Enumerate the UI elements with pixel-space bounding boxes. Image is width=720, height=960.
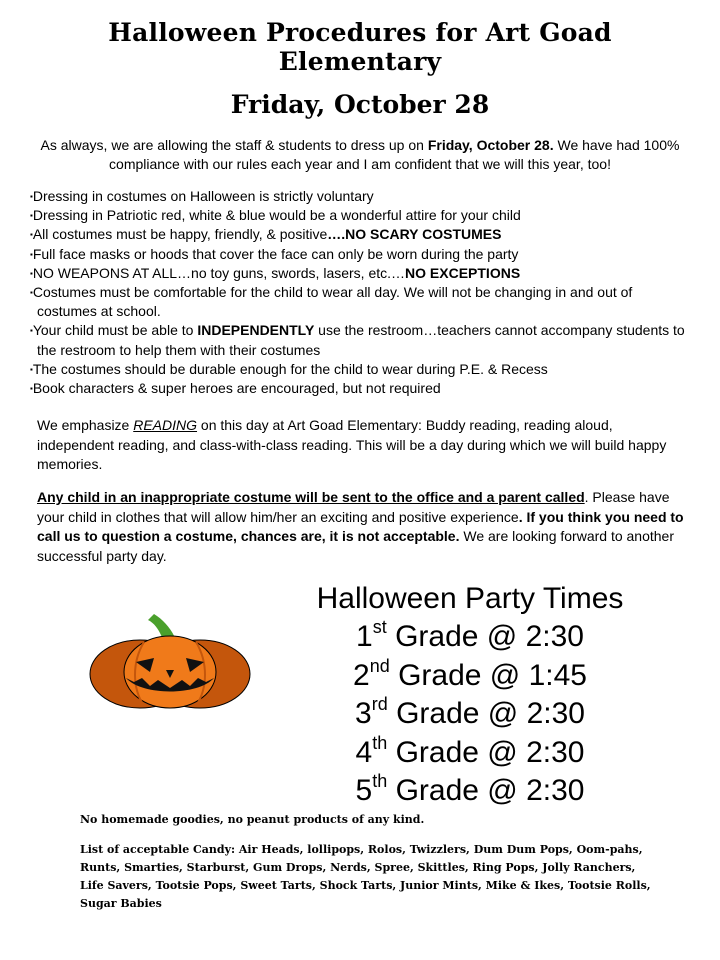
- rule-item: ▪ Dressing in costumes on Halloween is strictly voluntary: [30, 187, 692, 206]
- rule-item: ▪ Full face masks or hoods that cover the face can only be worn during the party: [30, 245, 692, 264]
- rule-item: ▪ NO WEAPONS AT ALL…no toy guns, swords, lasers, etc.…NO EXCEPTIONS: [30, 264, 692, 283]
- page-title: Halloween Procedures for Art Goad Elementary: [108, 18, 612, 76]
- grade-party-time: 1st Grade @ 2:30: [356, 617, 584, 653]
- rule-item: ▪ Book characters & super heroes are encouraged, but not required: [30, 379, 692, 398]
- warning-paragraph: Any child in an inappropriate costume will be sent to the office and a parent called. Please have your child in clothes that will allow him/her an exciting and positive experience. If you think you need to call us to question a costume, chances are, it is not acceptable. We are looking forward to another successful party day.: [37, 489, 684, 564]
- rule-item: ▪ All costumes must be happy, friendly, & positive….NO SCARY COSTUMES: [30, 225, 692, 244]
- rule-item: ▪ The costumes should be durable enough for the child to wear during P.E. & Recess: [30, 360, 692, 379]
- rule-item: ▪ Dressing in Patriotic red, white & blue would be a wonderful attire for your child: [30, 206, 692, 225]
- grade-party-time: 4th Grade @ 2:30: [355, 732, 585, 769]
- intro-paragraph: As always, we are allowing the staff & students to dress up on Friday, October 28. We have had 100% compliance with our rules each year and I am confident that we will this year, too!: [40, 137, 680, 172]
- party-times: [290, 580, 650, 811]
- party-times-title: Halloween Party Times: [316, 582, 624, 615]
- no-homemade-note: No homemade goodies, no peanut products of any kind.: [80, 813, 425, 826]
- jack-o-lantern-icon: [86, 612, 254, 712]
- reading-emphasis: READING: [133, 417, 198, 433]
- costume-rules-list: [30, 187, 692, 398]
- event-date: Friday, October 28: [230, 90, 490, 119]
- grade-party-time: 2nd Grade @ 1:45: [353, 655, 587, 692]
- candy-list: List of acceptable Candy: Air Heads, lollipops, Rolos, Twizzlers, Dum Dum Pops, Oom-pahs, Runts, Smarties, Starburst, Gum Drops, Nerds, Spree, Skittles, Ring Pops, Jolly Ranchers, Life Savers, Tootsie Pops, Sweet Tarts, Shock Tarts, Junior Mints, Mike & Ikes, Tootsie Rolls, Sugar Babies: [80, 843, 651, 910]
- grade-party-time: 3rd Grade @ 2:30: [355, 694, 585, 730]
- reading-paragraph: We emphasize READING on this day at Art Goad Elementary: Buddy reading, reading aloud, independent reading, and class-with-class reading. This will be a day during which we will build happy memories.: [37, 417, 667, 472]
- grade-party-time: 5th Grade @ 2:30: [355, 771, 585, 807]
- rule-item: ▪ Your child must be able to INDEPENDENTLY use the restroom…teachers cannot accompany students to the restroom to help them with their costumes: [30, 321, 692, 359]
- warning-underlined: Any child in an inappropriate costume will be sent to the office and a parent called: [37, 489, 585, 505]
- rule-item: ▪ Costumes must be comfortable for the child to wear all day. We will not be changing in and out of costumes at school.: [30, 283, 692, 321]
- intro-date: Friday, October 28.: [427, 137, 554, 153]
